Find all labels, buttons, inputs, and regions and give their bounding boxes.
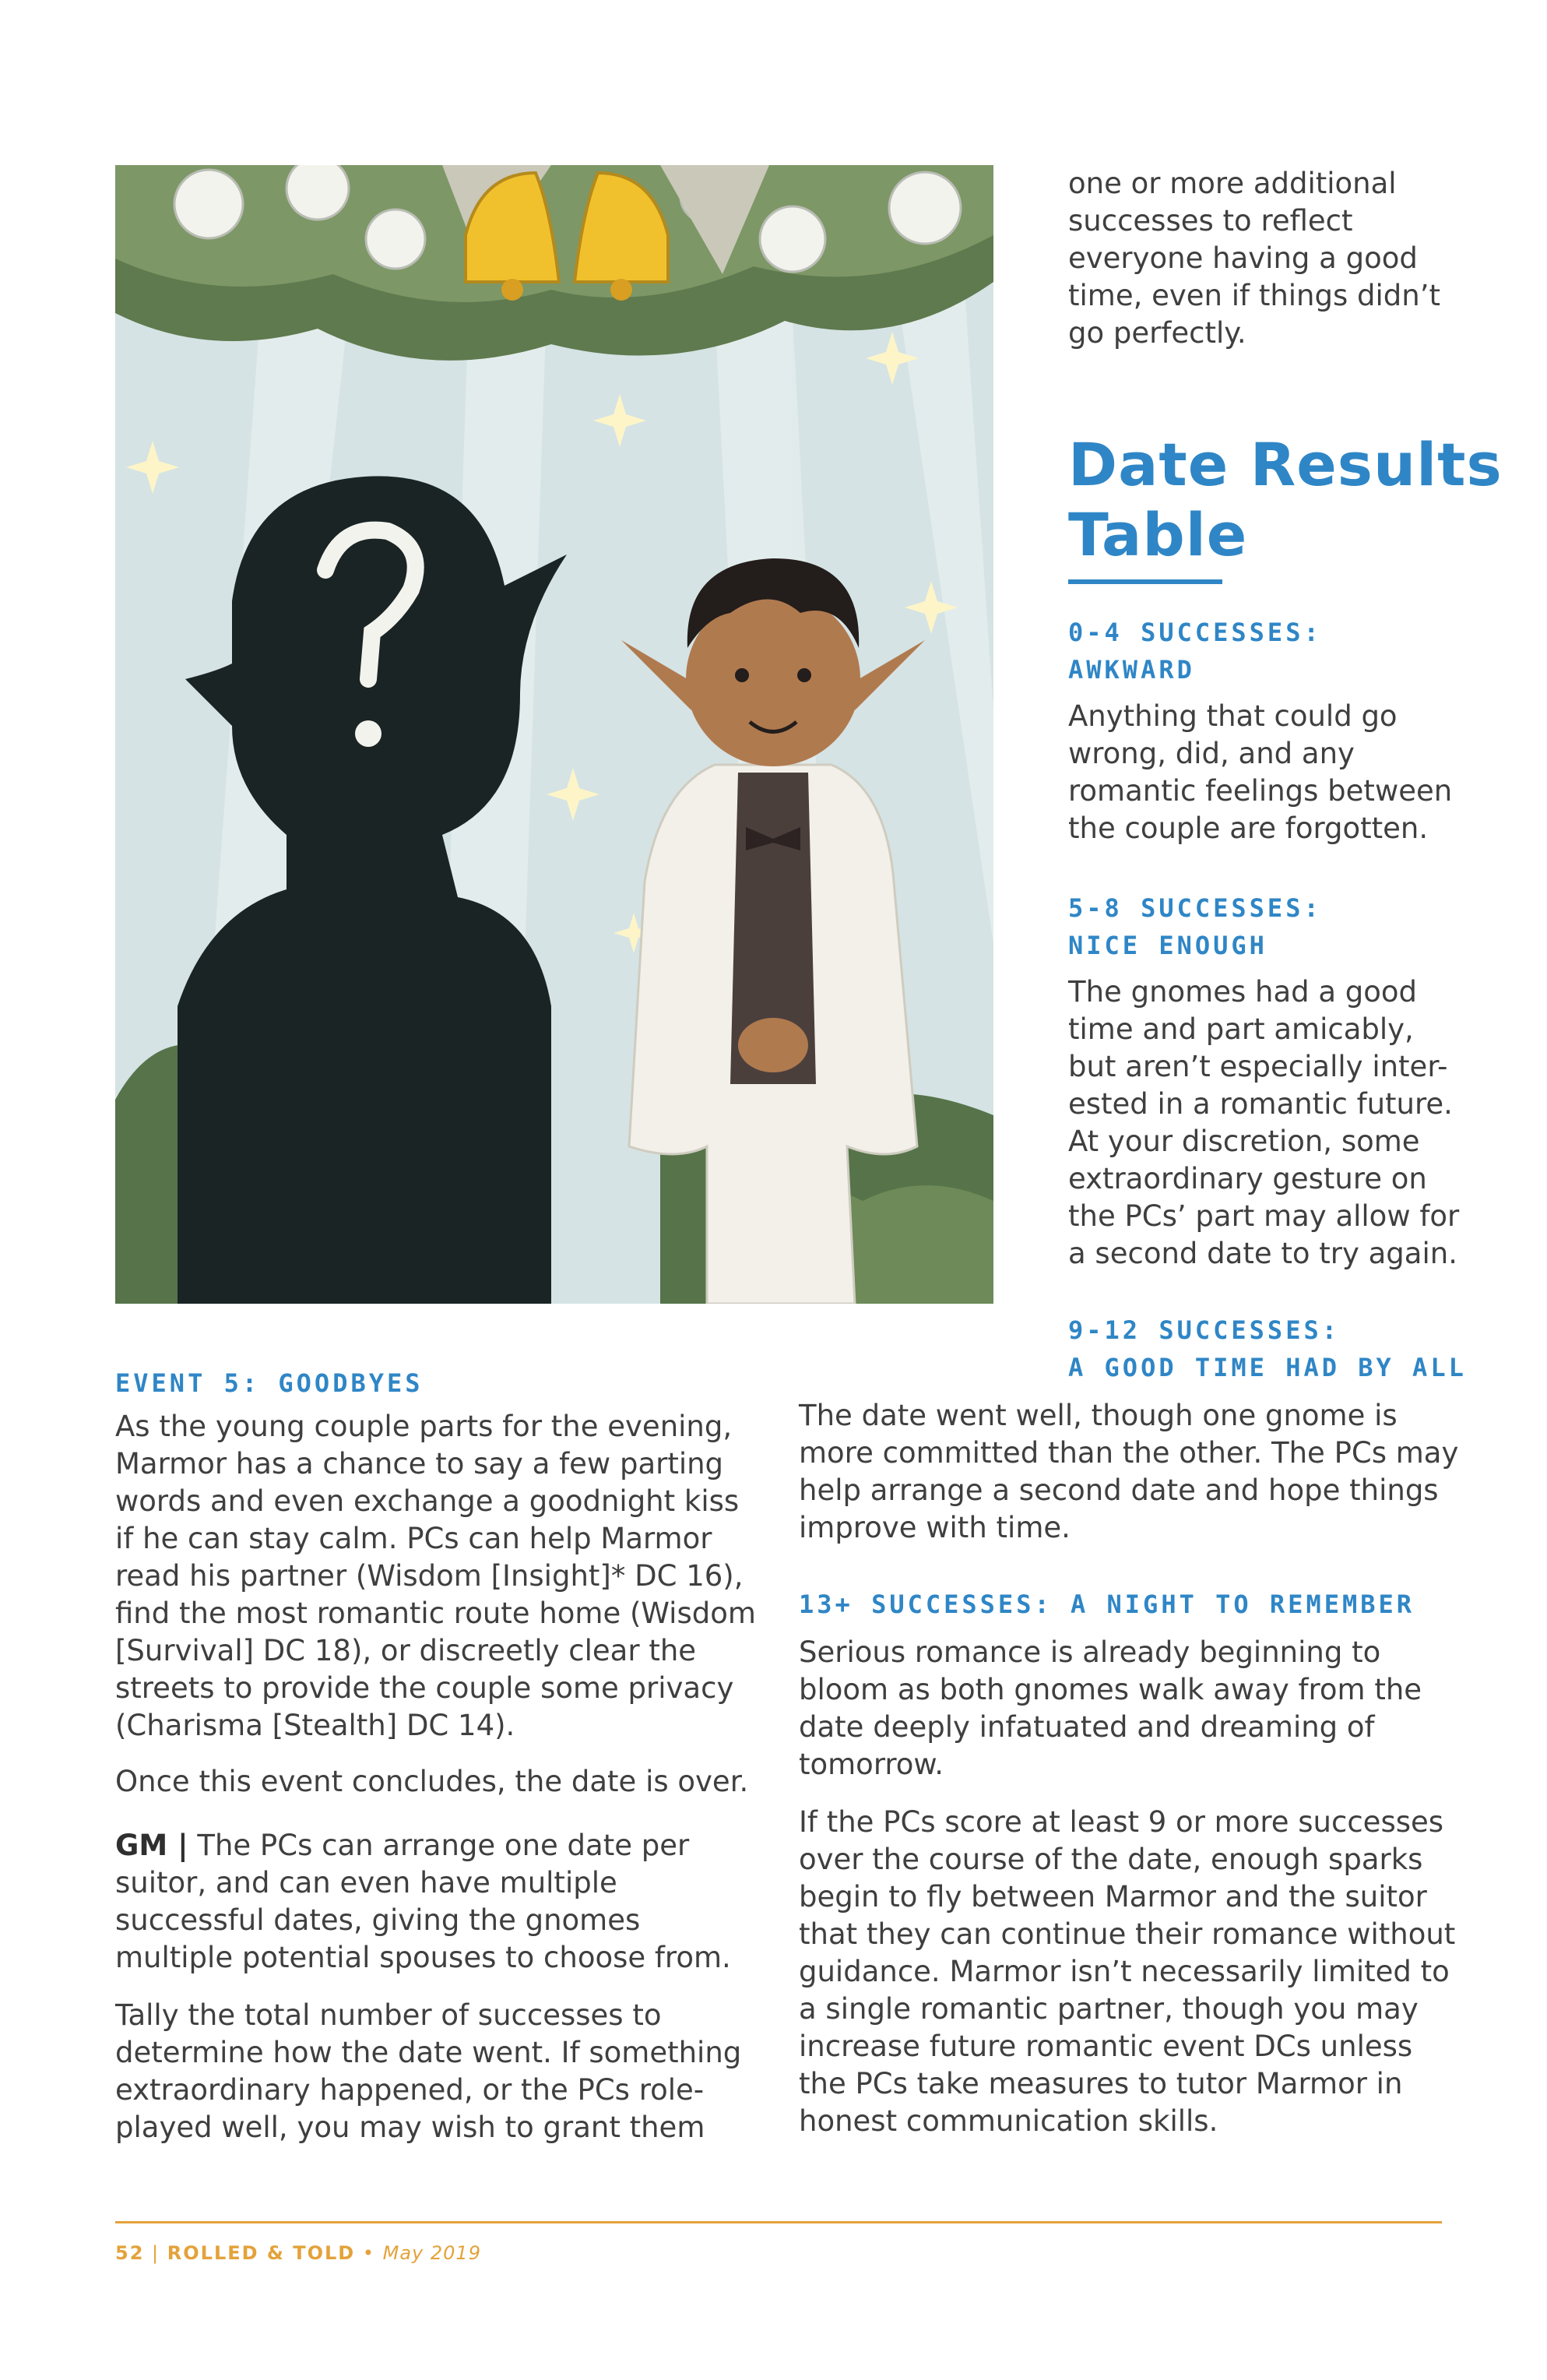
- footer-separator: |: [152, 2242, 160, 2264]
- gm-text: The PCs can arrange one date per suitor, and can even have multiple successful dates, giving the gnomes multiple potential spouses to choose from.: [115, 1829, 731, 1974]
- heading-line: AWKWARD: [1068, 655, 1195, 685]
- result-heading-nice-enough: [1068, 889, 1489, 964]
- gm-note: [115, 1827, 761, 1977]
- wedding-illustration: [115, 165, 993, 1304]
- heading-line: NICE ENOUGH: [1068, 931, 1267, 960]
- result-body-awkward: Anything that could go wrong, did, and any romantic feelings between the couple are forgotten.: [1068, 699, 1453, 845]
- gm-label: GM |: [115, 1829, 188, 1862]
- heading-line: 0-4 SUCCESSES:: [1068, 618, 1322, 647]
- result-body-nice-enough: The gnomes had a good time and part amicably, but aren’t especially inter-ested in a romantic future. At your discretion, some extraordinary gesture on the PCs’ part may allow for a second date to try again.: [1068, 975, 1460, 1270]
- footer-rule: [115, 2221, 1442, 2223]
- result-heading-good-time: [1068, 1311, 1489, 1386]
- tally-paragraph: Tally the total number of successes to determine how the date went. If something extraordinary happened, or the PCs role-played well, you may wish to grant them: [115, 1998, 742, 2144]
- continued-paragraph: one or more additional successes to reflect everyone having a good time, even if things didn’t go perfectly.: [1068, 167, 1441, 350]
- final-paragraph: If the PCs score at least 9 or more successes over the course of the date, enough sparks begin to fly between Marmor and the suitor that they can continue their romance without guidance. Marmor isn’t necessarily limited to a single romantic partner, though you may increase future romantic event DCs unless the PCs take measures to tutor Marmor in honest communication skills.: [799, 1805, 1456, 2138]
- issue-date: May 2019: [382, 2242, 481, 2264]
- heading-line: 9-12 SUCCESSES:: [1068, 1315, 1340, 1345]
- event5-conclusion: Once this event concludes, the date is over.: [115, 1765, 749, 1798]
- result-heading-night-to-remember: 13+ SUCCESSES: A NIGHT TO REMEMBER: [799, 1590, 1415, 1619]
- event5-body: As the young couple parts for the evening, Marmor has a chance to say a few parting words and even exchange a goodnight kiss if he can stay calm. PCs can help Marmor read his partner (Wisdom [Insight]* DC 16), find the most romantic route home (Wisdom [Survival] DC 18), or discreetly clear the streets to provide the couple some privacy (Charisma [Stealth] DC 14).: [115, 1410, 756, 1742]
- event5-heading: EVENT 5: GOODBYES: [115, 1368, 424, 1398]
- footer-bullet: •: [362, 2242, 375, 2264]
- result-body-night-to-remember: Serious romance is already beginning to bloom as both gnomes walk away from the date deeply infatuated and dreaming of tomorrow.: [799, 1635, 1422, 1781]
- page-number: 52: [115, 2242, 145, 2264]
- title-underline: [1068, 579, 1222, 584]
- page-footer: [115, 2241, 481, 2265]
- publication-name: ROLLED & TOLD: [167, 2242, 356, 2264]
- result-body-good-time: The date went well, though one gnome is more committed than the other. The PCs may help arrange a second date and hope things improve with time.: [799, 1399, 1459, 1544]
- result-heading-awkward: [1068, 614, 1489, 688]
- section-title: Date Results Table: [1068, 430, 1503, 569]
- heading-line: A GOOD TIME HAD BY ALL: [1068, 1353, 1467, 1382]
- heading-line: 5-8 SUCCESSES:: [1068, 893, 1322, 923]
